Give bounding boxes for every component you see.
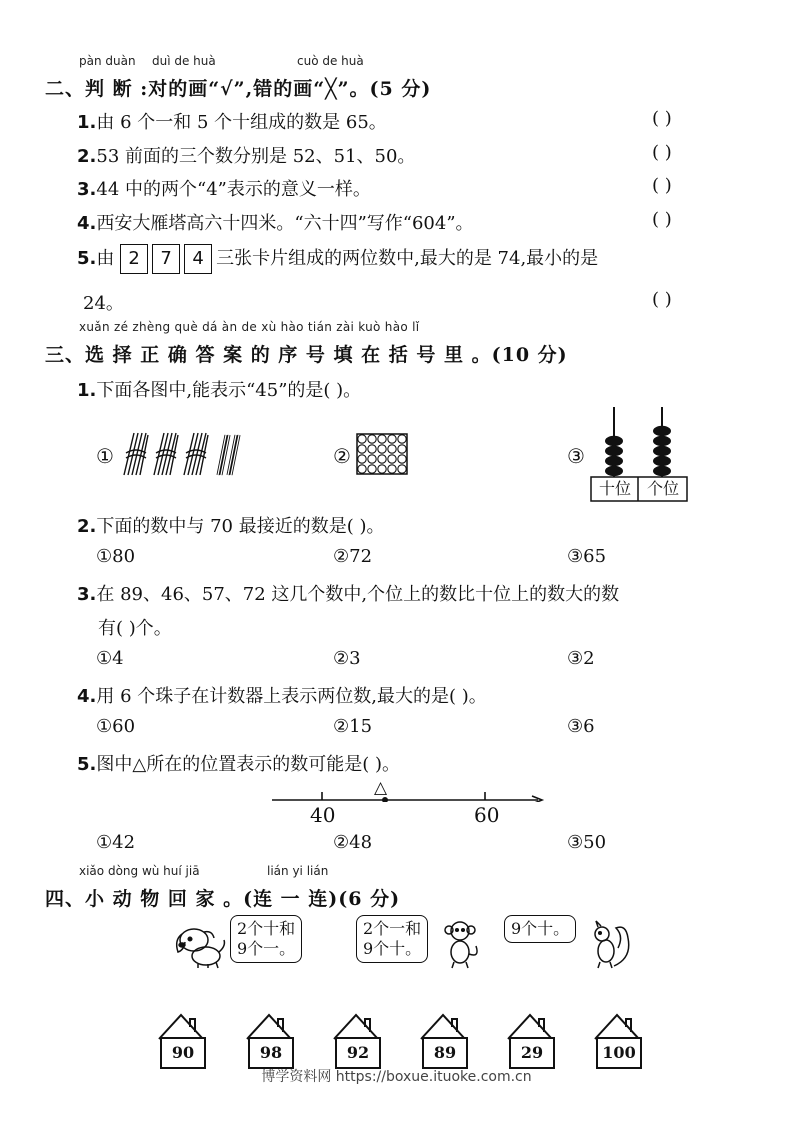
pinyin-connect: lián yi lián: [267, 864, 329, 878]
monkey-speech-bubble: 2个一和 9个十。: [356, 915, 428, 963]
house-number: 29: [509, 1037, 555, 1069]
ones-bead: [653, 456, 671, 466]
grid-circle: [388, 445, 396, 453]
q3-3-line2: 有( )个。: [98, 618, 172, 639]
q2-2-answer[interactable]: ( ): [652, 142, 672, 163]
number-card: 2: [120, 244, 148, 274]
q3-2: 2.下面的数中与 70 最接近的数是( )。: [77, 516, 385, 537]
q3-4-option-1[interactable]: ①60: [96, 716, 136, 737]
q2-2: 2.53 前面的三个数分别是 52、51、50。: [77, 146, 416, 167]
q3-3-option-1[interactable]: ①4: [96, 648, 124, 669]
house-92[interactable]: [331, 1011, 381, 1071]
tens-bead: [605, 456, 623, 466]
q2-3-answer[interactable]: ( ): [652, 175, 672, 196]
stick-bundles-image: [118, 425, 243, 485]
grid-circle: [398, 445, 406, 453]
pinyin-correct-mark: duì de huà: [152, 54, 216, 68]
dog-speech-bubble: 2个十和 9个一。: [230, 915, 302, 963]
grid-circle: [378, 445, 386, 453]
grid-circle: [378, 455, 386, 463]
section-4-title: 四、小 动 物 回 家 。(连 一 连)(6 分): [45, 888, 401, 910]
grid-circle: [358, 455, 366, 463]
tens-bead: [605, 446, 623, 456]
ones-bead: [653, 446, 671, 456]
grid-circle: [378, 435, 386, 443]
grid-circle: [388, 455, 396, 463]
house-98[interactable]: [244, 1011, 294, 1071]
house-89[interactable]: [418, 1011, 468, 1071]
q3-3-option-2[interactable]: ②3: [333, 648, 361, 669]
house-number: 89: [422, 1037, 468, 1069]
squirrel-icon: [586, 918, 632, 970]
q3-2-option-3[interactable]: ③65: [567, 546, 607, 567]
q3-4-option-2[interactable]: ②15: [333, 716, 373, 737]
grid-circle: [358, 445, 366, 453]
q2-5: 5.由 2 7 4 三张卡片组成的两位数中,最大的是 74,最小的是: [77, 244, 598, 274]
q2-3: 3.44 中的两个“4”表示的意义一样。: [77, 179, 371, 200]
q3-1-option-1[interactable]: ①: [96, 444, 114, 468]
q3-1: 1.下面各图中,能表示“45”的是( )。: [77, 380, 362, 401]
q3-5-option-1[interactable]: ①42: [96, 832, 136, 853]
q2-5-line2: 24。: [83, 293, 124, 314]
q3-3: 3.在 89、46、57、72 这几个数中,个位上的数比十位上的数大的数: [77, 584, 620, 605]
number-line-label-40: 40: [310, 803, 336, 827]
section-2-title: 二、判 断 :对的画“√”,错的画“╳”。(5 分): [45, 78, 432, 100]
pinyin-animals-home: xiǎo dòng wù huí jiā: [79, 864, 200, 878]
q2-4-answer[interactable]: ( ): [652, 209, 672, 230]
abacus-tens-label: 十位: [598, 479, 631, 498]
grid-circle: [368, 465, 376, 473]
pinyin-judge: pàn duàn: [79, 54, 136, 68]
q2-1: 1.由 6 个一和 5 个十组成的数是 65。: [77, 112, 387, 133]
q2-4: 4.西安大雁塔高六十四米。“六十四”写作“604”。: [77, 213, 474, 234]
pinyin-wrong-mark: cuò de huà: [297, 54, 364, 68]
house-90[interactable]: [156, 1011, 206, 1071]
triangle-marker: △: [374, 778, 388, 798]
q3-2-option-2[interactable]: ②72: [333, 546, 373, 567]
q3-1-option-3[interactable]: ③: [567, 444, 585, 468]
house-number: 98: [248, 1037, 294, 1069]
grid-circle: [368, 445, 376, 453]
number-card: 7: [152, 244, 180, 274]
q3-5-option-3[interactable]: ③50: [567, 832, 607, 853]
dog-icon: [172, 922, 230, 970]
q3-1-option-2[interactable]: ②: [333, 444, 351, 468]
q3-5: 5.图中△所在的位置表示的数可能是( )。: [77, 754, 400, 775]
ones-bead: [653, 436, 671, 446]
grid-circle: [388, 465, 396, 473]
grid-circle: [378, 465, 386, 473]
number-line: [270, 780, 550, 802]
q2-1-answer[interactable]: ( ): [652, 108, 672, 129]
footer-watermark: 博学资料网 https://boxue.ituoke.com.cn: [261, 1069, 532, 1085]
tens-bead: [605, 436, 623, 446]
section-3-title: 三、选 择 正 确 答 案 的 序 号 填 在 括 号 里 。(10 分): [45, 344, 568, 366]
abacus-ones-label: 个位: [646, 479, 679, 498]
grid-circle: [368, 435, 376, 443]
number-line-label-60: 60: [474, 803, 500, 827]
house-number: 90: [160, 1037, 206, 1069]
grid-circle: [398, 465, 406, 473]
grid-circle: [398, 455, 406, 463]
ones-bead: [653, 466, 671, 476]
q3-4: 4.用 6 个珠子在计数器上表示两位数,最大的是( )。: [77, 686, 487, 707]
ones-bead: [653, 426, 671, 436]
number-card: 4: [184, 244, 212, 274]
grid-circle: [358, 435, 366, 443]
grid-circle: [398, 435, 406, 443]
q3-5-option-2[interactable]: ②48: [333, 832, 373, 853]
circle-grid-image: [356, 433, 408, 475]
house-29[interactable]: [505, 1011, 555, 1071]
house-number: 92: [335, 1037, 381, 1069]
q3-2-option-1[interactable]: ①80: [96, 546, 136, 567]
house-100[interactable]: [592, 1011, 642, 1071]
grid-circle: [368, 455, 376, 463]
tens-bead: [605, 466, 623, 476]
grid-circle: [388, 435, 396, 443]
house-number: 100: [596, 1037, 642, 1069]
squirrel-speech-bubble: 9个十。: [504, 915, 576, 943]
q2-5-answer[interactable]: ( ): [652, 289, 672, 310]
grid-circle: [358, 465, 366, 473]
q3-4-option-3[interactable]: ③6: [567, 716, 595, 737]
pinyin-choose: xuǎn zé zhèng què dá àn de xù hào tián zài kuò hào lǐ: [79, 320, 420, 334]
q3-3-option-3[interactable]: ③2: [567, 648, 595, 669]
monkey-icon: [442, 918, 484, 970]
